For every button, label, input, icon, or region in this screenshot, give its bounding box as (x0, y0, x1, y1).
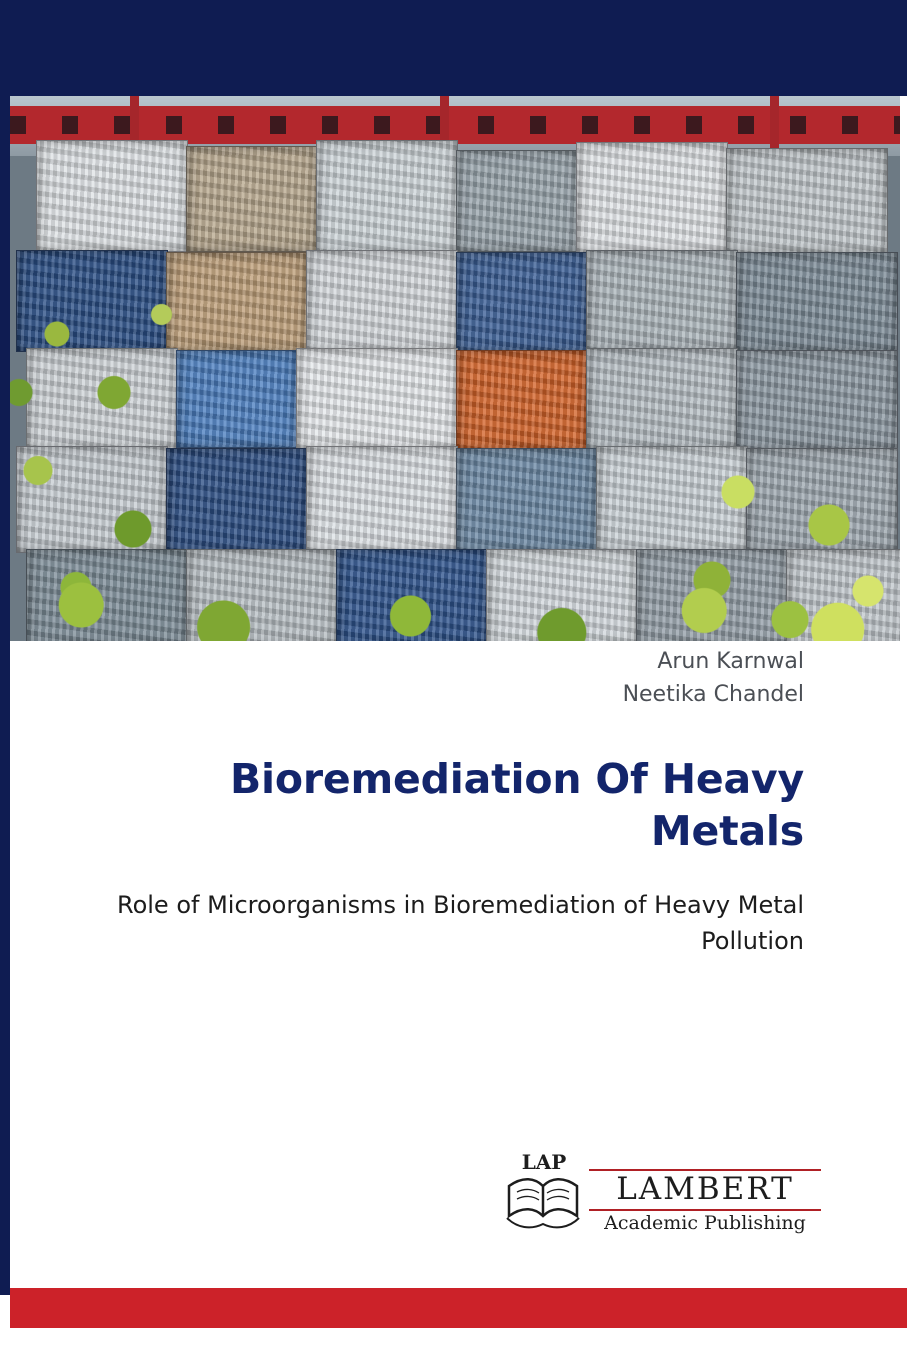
waste-bale (186, 146, 318, 252)
waste-bale (296, 348, 458, 450)
author-list (10, 645, 890, 711)
cover-photo (10, 96, 900, 641)
publisher-name: LAMBERT (616, 1171, 794, 1207)
author-name: Neetika Chandel (622, 682, 804, 707)
cover-text-block (10, 645, 890, 959)
book-subtitle: Role of Microorganisms in Bioremediation of Heavy Metal Pollution (116, 891, 804, 955)
publisher-mark: LAP (521, 1150, 567, 1174)
bottom-red-band (10, 1288, 907, 1328)
waste-bale (306, 446, 458, 553)
waste-bale (576, 142, 728, 254)
waste-bale (456, 252, 588, 352)
logo-rule-bottom (589, 1209, 821, 1211)
top-navy-band (0, 0, 907, 96)
waste-bale (316, 140, 458, 254)
waste-bale (306, 250, 458, 352)
publisher-logo (503, 1150, 821, 1240)
waste-bale (36, 140, 188, 252)
bottom-white-margin (0, 1328, 907, 1360)
waste-bale (456, 448, 598, 553)
waste-bale (736, 252, 898, 352)
spine-strip (0, 0, 10, 1295)
publisher-tagline: Academic Publishing (604, 1212, 806, 1234)
roof-beam-holes (10, 116, 900, 134)
book-title: Bioremediation Of Heavy Metals (230, 755, 804, 855)
waste-bale (726, 148, 888, 254)
foliage-bottom (10, 539, 900, 641)
waste-bale (176, 350, 298, 448)
waste-bale (456, 350, 588, 450)
author-name: Arun Karnwal (657, 649, 804, 674)
waste-bale (586, 250, 738, 352)
waste-bale (456, 150, 578, 252)
